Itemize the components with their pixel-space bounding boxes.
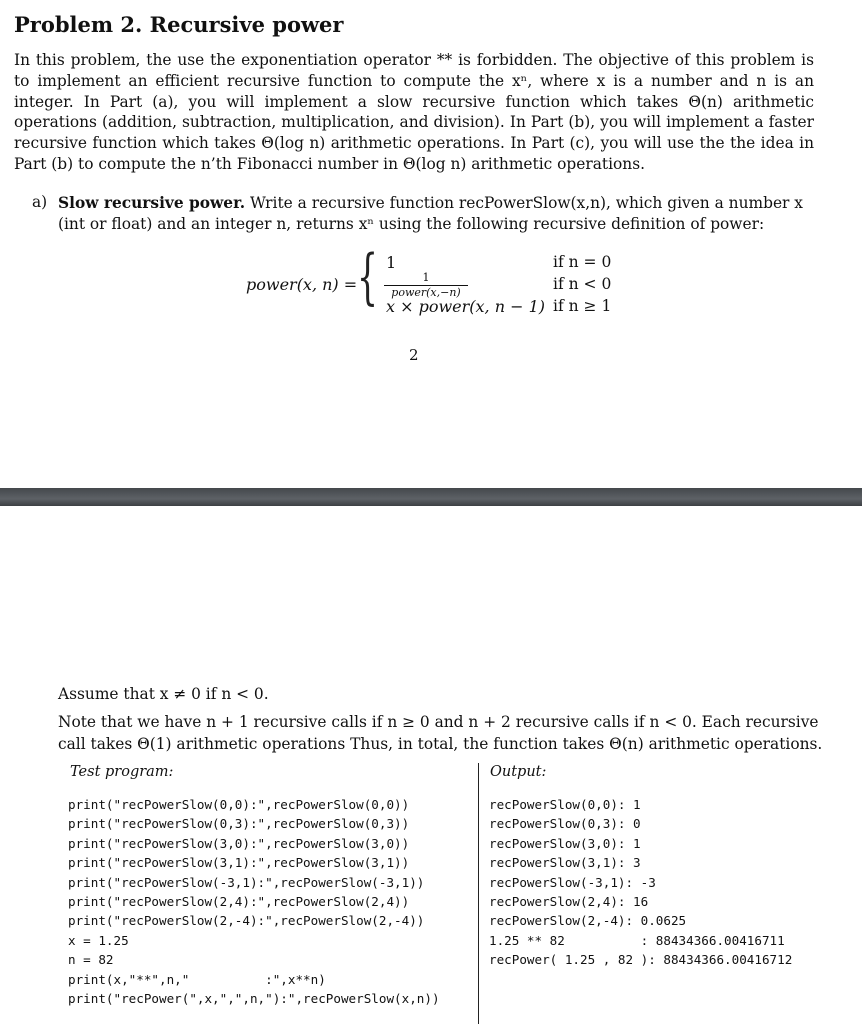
- case2-fraction: [384, 272, 468, 299]
- part-a-text: [58, 193, 814, 235]
- case3-condition: if n ≥ 1: [553, 297, 612, 315]
- case3-value: x × power(x, n − 1): [386, 297, 546, 316]
- output-header: Output:: [490, 764, 547, 780]
- column-divider: [478, 763, 479, 1024]
- part-a-body: Write a recursive function recPowerSlow(x,n), which given a number x (int or float) and an integer n, returns xⁿ using the following recursive definition of power:: [58, 194, 803, 233]
- part-a-title: Slow recursive power.: [58, 194, 246, 212]
- case1-condition: if n = 0: [553, 253, 612, 271]
- page-number: 2: [409, 346, 419, 364]
- case2-numerator: 1: [422, 271, 430, 284]
- case2-denominator: power(x,−n): [391, 286, 461, 299]
- formula-lhs-text: power(x, n): [246, 275, 339, 294]
- test-program-header: Test program:: [70, 764, 174, 780]
- test-program-code: print("recPowerSlow(0,0):",recPowerSlow(0,0)) print("recPowerSlow(0,3):",recPowerSlow(0,3)) print("recPowerSlow(3,0):",recPowerSlow(3,0)) print("recPowerSlow(3,1):",recPowerSlow(3,1)) print("recPowerSlow(-3,1):",recPowerSlow(-3,1)) print("recPowerSlow(2,4):",recPowerSlow(2,4)) print("recPowerSlow(2,-4):",recPowerSlow(2,-4)) x = 1.25 n = 82 print(x,"**",n," :",x**n) print("recPower(",x,",",n,"):",recPowerSlow(x,n)): [68, 797, 440, 1007]
- page-break-divider: [0, 488, 862, 506]
- part-a-marker: a): [32, 193, 48, 211]
- formula-equals: =: [338, 275, 358, 294]
- output-code: recPowerSlow(0,0): 1 recPowerSlow(0,3): 0 recPowerSlow(3,0): 1 recPowerSlow(3,1): 3 recPowerSlow(-3,1): -3 recPowerSlow(2,4): 16 recPowerSlow(2,-4): 0.0625 1.25 ** 82 : 88434366.00416711 recPower( 1.25 , 82 ): 88434366.00416712: [489, 797, 793, 968]
- formula-lhs: [246, 275, 357, 294]
- problem-heading: Problem 2. Recursive power: [14, 12, 344, 37]
- case2-condition: if n < 0: [553, 275, 612, 293]
- note-line-1: Note that we have n + 1 recursive calls if n ≥ 0 and n + 2 recursive calls if n < 0. Each recursive: [58, 713, 819, 731]
- formula-brace: {: [357, 242, 379, 312]
- assumption-line: Assume that x ≠ 0 if n < 0.: [58, 685, 269, 703]
- case1-value: 1: [386, 253, 397, 272]
- note-line-2: call takes Θ(1) arithmetic operations Thus, in total, the function takes Θ(n) arithmetic operations.: [58, 735, 823, 753]
- intro-paragraph: In this problem, the use the exponentiation operator ** is forbidden. The objective of this problem is to implement an efficient recursive function to compute the xⁿ, where x is a number and n is an integer. In Part (a), you will implement a slow recursive function which takes Θ(n) arithmetic operations (addition, subtraction, multiplication, and division). In Part (b), you will implement a faster recursive function which takes Θ(log n) arithmetic operations. In Part (c), you will use the the idea in Part (b) to compute the n’th Fibonacci number in Θ(log n) arithmetic operations.: [14, 51, 814, 173]
